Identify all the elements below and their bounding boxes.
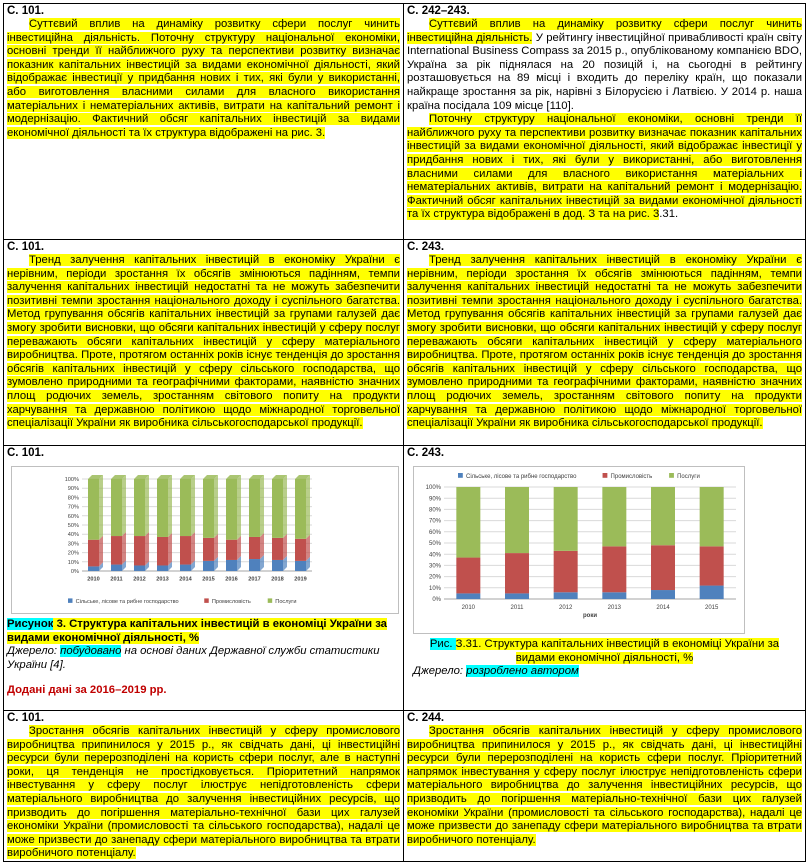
bar-side xyxy=(214,534,218,561)
bar-segment xyxy=(134,479,145,536)
page-ref: С. 101. xyxy=(7,241,45,253)
y-tick-label: 80% xyxy=(67,495,79,502)
legend-entry: Промисловість xyxy=(610,474,653,480)
table-row xyxy=(4,4,806,240)
figure-caption: Рисунок 3. Структура капітальних інвестицій в економіці України за видами економічної діяльності, % xyxy=(7,618,387,644)
x-tick-label: 2012 xyxy=(558,605,573,611)
bar-side xyxy=(168,475,172,537)
bar-side xyxy=(191,475,195,536)
x-tick-label: 2015 xyxy=(202,576,215,583)
bar-segment xyxy=(157,537,168,566)
bar-segment xyxy=(602,487,626,546)
bar-segment xyxy=(226,479,237,540)
page-ref: С. 243. xyxy=(407,447,445,459)
figure-caption: Рис. З.31. Структура капітальних інвестицій в економіці України за видами економічної діяльності, % xyxy=(429,638,780,664)
legend-swatch xyxy=(268,598,272,602)
bar-side xyxy=(283,475,287,538)
legend-swatch xyxy=(603,473,608,478)
bar-segment xyxy=(249,559,260,571)
bar-side xyxy=(99,475,103,540)
bar-segment xyxy=(554,592,578,599)
legend-swatch xyxy=(204,598,208,602)
bar-segment xyxy=(88,479,99,540)
bar-segment xyxy=(700,487,724,546)
y-tick-label: 10% xyxy=(428,585,441,592)
paragraph: Тренд залучення капітальних інвестицій в економіку України є нерівним, періоди зростання їх обсягів змінюються падінням, темпи залучення капітальних інвестицій недостатні та не можуть забезпечити позитивні темпи зростання національного доходу і суспільного багатства. Метод групування обсягів капітальних інвестицій за групами галузей дає змогу зробити висновки, що обсяги капітальних інвестицій у сферу послуг переважають обсяги капітальних інвестицій у сферу матеріального виробництва. Проте, протягом останніх років існує тенденція до зростання обсягів капітальних інвестицій у сферу сільського господарства, що зумовлено природними та географічними факторами, наявністю значних площ родючих земель, зростанням світового попиту на продукти харчування та державною політикою щодо міжнародної торговельної спеціалізації України як виробника сільськогосподарської продукції. xyxy=(407,254,802,430)
bar-segment xyxy=(249,479,260,537)
bar-side xyxy=(99,536,103,567)
bar-segment xyxy=(505,487,529,553)
bar-segment xyxy=(180,536,191,565)
bar-segment xyxy=(111,479,122,536)
figure-source: Джерело: побудовано на основі даних Державної служби статистики України [4]. xyxy=(7,645,380,671)
page-ref: С. 243. xyxy=(407,241,445,253)
bar-segment xyxy=(505,593,529,599)
legend-swatch xyxy=(68,598,72,602)
bar-segment xyxy=(456,593,480,599)
cell-right-4 xyxy=(404,711,806,862)
legend-entry: Послуги xyxy=(677,474,700,480)
chart-right xyxy=(413,466,745,634)
bar-segment xyxy=(602,546,626,592)
bar-segment xyxy=(111,565,122,571)
y-tick-label: 0% xyxy=(70,568,79,575)
bar-segment xyxy=(226,560,237,571)
cell-left-4 xyxy=(4,711,404,862)
x-tick-label: 2014 xyxy=(656,605,670,611)
bar-side xyxy=(214,475,218,538)
table-row xyxy=(4,240,806,446)
bar-segment xyxy=(272,538,283,560)
x-tick-label: 2017 xyxy=(248,576,261,583)
table-row xyxy=(4,446,806,711)
bar-segment xyxy=(111,536,122,565)
bar-side xyxy=(168,533,172,566)
paragraph: Суттєвий вплив на динаміку розвитку сфери послуг чинить інвестиційна діяльність. У рейтингу інвестиційної привабливості країн світу International Business Compass за 2015 р., опублікованому компанією BDO, Україна за рік піднялася на 20 позицій і, на сьогодні в рейтингу розташовується на 89 місці і входить до переліку країн, що показали найкраще зростання за рік, нарівні з Білорусією і Латвією. У 2014 р. наша країна посідала 109 місце [110]. xyxy=(407,18,802,112)
y-tick-label: 30% xyxy=(428,563,441,570)
bar-segment xyxy=(700,586,724,599)
y-tick-label: 40% xyxy=(428,552,441,559)
x-tick-label: 2013 xyxy=(607,605,622,611)
x-tick-label: 2013 xyxy=(156,576,169,583)
bar-segment xyxy=(88,540,99,567)
y-tick-label: 90% xyxy=(67,486,79,493)
bar-side xyxy=(237,536,241,560)
bar-segment xyxy=(134,536,145,565)
paragraph: Зростання обсягів капітальних інвестицій у сферу промислового виробництва припинилося у 2015 р., як свідчать дані, ці інвестиційні ресурси були перерозподілені на користь сфери послуг. Пріоритетний напрямок інвестування у сферу послуг ілюструє непідготовленість сфери матеріального виробництва до залучення інвестиційних ресурсів, що призводить до погіршення матеріально-технічної бази цих галузей економіки України (промисловості та сільського господарства), надалі це може призвести до занепаду сфери матеріального виробництва та втрати виробничого потенціалу. xyxy=(407,725,802,846)
bar-segment xyxy=(272,479,283,538)
y-tick-label: 70% xyxy=(428,518,441,525)
x-tick-label: 2010 xyxy=(87,576,100,583)
legend-swatch xyxy=(458,473,463,478)
y-tick-label: 10% xyxy=(67,559,79,566)
cell-left-1 xyxy=(4,4,404,240)
x-tick-label: 2012 xyxy=(133,576,146,583)
y-tick-label: 70% xyxy=(67,504,79,511)
y-tick-label: 60% xyxy=(67,513,79,520)
cell-left-2 xyxy=(4,240,404,446)
table-row xyxy=(4,711,806,862)
cell-right-1 xyxy=(404,4,806,240)
bar-segment xyxy=(295,561,306,571)
added-note: Додані дані за 2016–2019 рр. xyxy=(7,684,167,697)
y-tick-label: 50% xyxy=(428,541,441,548)
x-axis-label: роки xyxy=(582,613,598,619)
bar-segment xyxy=(157,479,168,537)
bar-side xyxy=(260,475,264,537)
x-tick-label: 2010 xyxy=(461,605,476,611)
bar-segment xyxy=(554,487,578,551)
cell-right-3 xyxy=(404,446,806,711)
bar-segment xyxy=(651,487,675,545)
bar-segment xyxy=(203,479,214,538)
y-tick-label: 40% xyxy=(67,532,79,539)
bar-side xyxy=(122,475,126,536)
bar-segment xyxy=(651,590,675,599)
bar-segment xyxy=(295,539,306,561)
y-tick-label: 50% xyxy=(67,522,79,529)
x-tick-label: 2018 xyxy=(271,576,284,583)
y-tick-label: 20% xyxy=(428,574,441,581)
x-tick-label: 2011 xyxy=(110,576,123,583)
figure-source: Джерело: розроблено автором xyxy=(413,665,579,678)
bar-side xyxy=(145,532,149,565)
y-tick-label: 100% xyxy=(425,485,441,492)
comparison-table xyxy=(3,3,806,862)
bar-segment xyxy=(157,565,168,571)
bar-side xyxy=(122,532,126,565)
cell-left-3 xyxy=(4,446,404,711)
y-tick-label: 100% xyxy=(64,476,79,483)
x-tick-label: 2014 xyxy=(179,576,192,583)
x-tick-label: 2019 xyxy=(294,576,307,583)
y-tick-label: 0% xyxy=(432,597,441,604)
bar-side xyxy=(145,475,149,536)
paragraph: Поточну структуру національної економіки, основні тренди її найближчого руху та перспективи розвитку визначає показник капітальних інвестицій за видами економічної діяльності, який відображає інвестиції у придбання нових і тих, які були у використанні, або виготовлення власними силами для власного використання матеріальних і нематеріальних активів, витрати на капітальний ремонт і модернізацію. Фактичний обсяг капітальних інвестицій за видами економічної діяльності та їх структура відображені в дод. З та на рис. 3.31. xyxy=(407,113,802,221)
bar-segment xyxy=(505,553,529,593)
bar-segment xyxy=(180,565,191,571)
x-tick-label: 2015 xyxy=(704,605,719,611)
bar-segment xyxy=(554,551,578,592)
bar-segment xyxy=(226,540,237,560)
bar-side xyxy=(260,533,264,559)
bar-segment xyxy=(249,537,260,559)
legend-entry: Сільське, лісове та рибне господарство xyxy=(466,474,577,480)
page-ref: С. 101. xyxy=(7,5,45,17)
bar-segment xyxy=(295,479,306,539)
bar-segment xyxy=(203,538,214,561)
bar-segment xyxy=(134,565,145,571)
bar-side xyxy=(306,475,310,539)
x-tick-label: 2011 xyxy=(510,605,524,611)
bar-segment xyxy=(700,546,724,585)
bar-side xyxy=(191,532,195,565)
page-ref: С. 244. xyxy=(407,712,445,724)
chart-left-svg xyxy=(12,467,398,613)
page-ref: С. 242–243. xyxy=(407,5,470,17)
bar-segment xyxy=(88,566,99,571)
bar-segment xyxy=(651,545,675,590)
bar-segment xyxy=(203,561,214,571)
paragraph: Тренд залучення капітальних інвестицій в економіку України є нерівним, періоди зростання їх обсягів змінюються падінням, темпи залучення капітальних інвестицій недостатні та не можуть забезпечити позитивні темпи зростання національного доходу і суспільного багатства. Метод групування обсягів капітальних інвестицій за групами галузей дає змогу зробити висновки, що обсяги капітальних інвестицій у сферу послуг переважають обсяги капітальних інвестицій у сферу матеріального виробництва. Проте, протягом останніх років існує тенденція до зростання обсягів капітальних інвестицій у сферу сільського господарства, що зумовлено природними та географічними факторами, наявністю значних площ родючих земель, зростанням світового попиту на продукти харчування та державною політикою щодо міжнародної торговельної спеціалізації України як виробника сільськогосподарської продукції. xyxy=(7,254,400,430)
legend-swatch xyxy=(669,473,674,478)
bar-segment xyxy=(272,560,283,571)
y-tick-label: 90% xyxy=(428,496,441,503)
y-tick-label: 80% xyxy=(428,507,441,514)
legend-entry: Сільське, лісове та рибне господарство xyxy=(75,599,179,605)
bar-side xyxy=(306,535,310,561)
legend-entry: Промисловість xyxy=(211,599,251,605)
bar-segment xyxy=(180,479,191,536)
legend-entry: Послуги xyxy=(275,599,297,605)
page-ref: С. 101. xyxy=(7,712,45,724)
bar-segment xyxy=(602,592,626,599)
bar-side xyxy=(237,475,241,540)
bar-segment xyxy=(456,558,480,594)
paragraph: Зростання обсягів капітальних інвестицій у сферу промислового виробництва припинилося у 2015 р., як свідчать дані, ці інвестиційні ресурси були перерозподілені на користь сфери послуг, але в наступні роки, ця тенденція не простідковується. Пріоритетний напрямок інвестування у сферу послуг ілюструє непідготовленість сфери матеріального виробництва до залучення інвестиційних ресурсів, що призводить до погіршення матеріально-технічної бази цих галузей економіки України (промисловості та сільського господарства), надалі це може призвести до занепаду сфери матеріального виробництва та втрати виробничого потенціалу. xyxy=(7,725,400,860)
paragraph: Суттєвий вплив на динаміку розвитку сфери послуг чинить інвестиційна діяльність. Поточну структуру національної економіки, основні тренди її найближчого руху та перспективи розвитку визначає показник капітальних інвестицій за видами економічної діяльності, який відображає інвестиції у придбання нових і тих, які були у використанні, або виготовлення власними силами для власного використання матеріальних і нематеріальних активів, витрати на капітальний ремонт і модернізацію. Фактичний обсяг капітальних інвестицій за видами економічної діяльності та їх структура відображені на рис. 3. xyxy=(7,18,400,139)
y-tick-label: 20% xyxy=(67,550,79,557)
x-tick-label: 2016 xyxy=(225,576,238,583)
bar-segment xyxy=(456,487,480,558)
chart-right-svg xyxy=(414,467,744,633)
y-tick-label: 30% xyxy=(67,541,79,548)
bar-side xyxy=(283,534,287,560)
cell-right-2 xyxy=(404,240,806,446)
chart-left xyxy=(11,466,399,614)
y-tick-label: 60% xyxy=(428,529,441,536)
page-ref: С. 101. xyxy=(7,447,45,459)
